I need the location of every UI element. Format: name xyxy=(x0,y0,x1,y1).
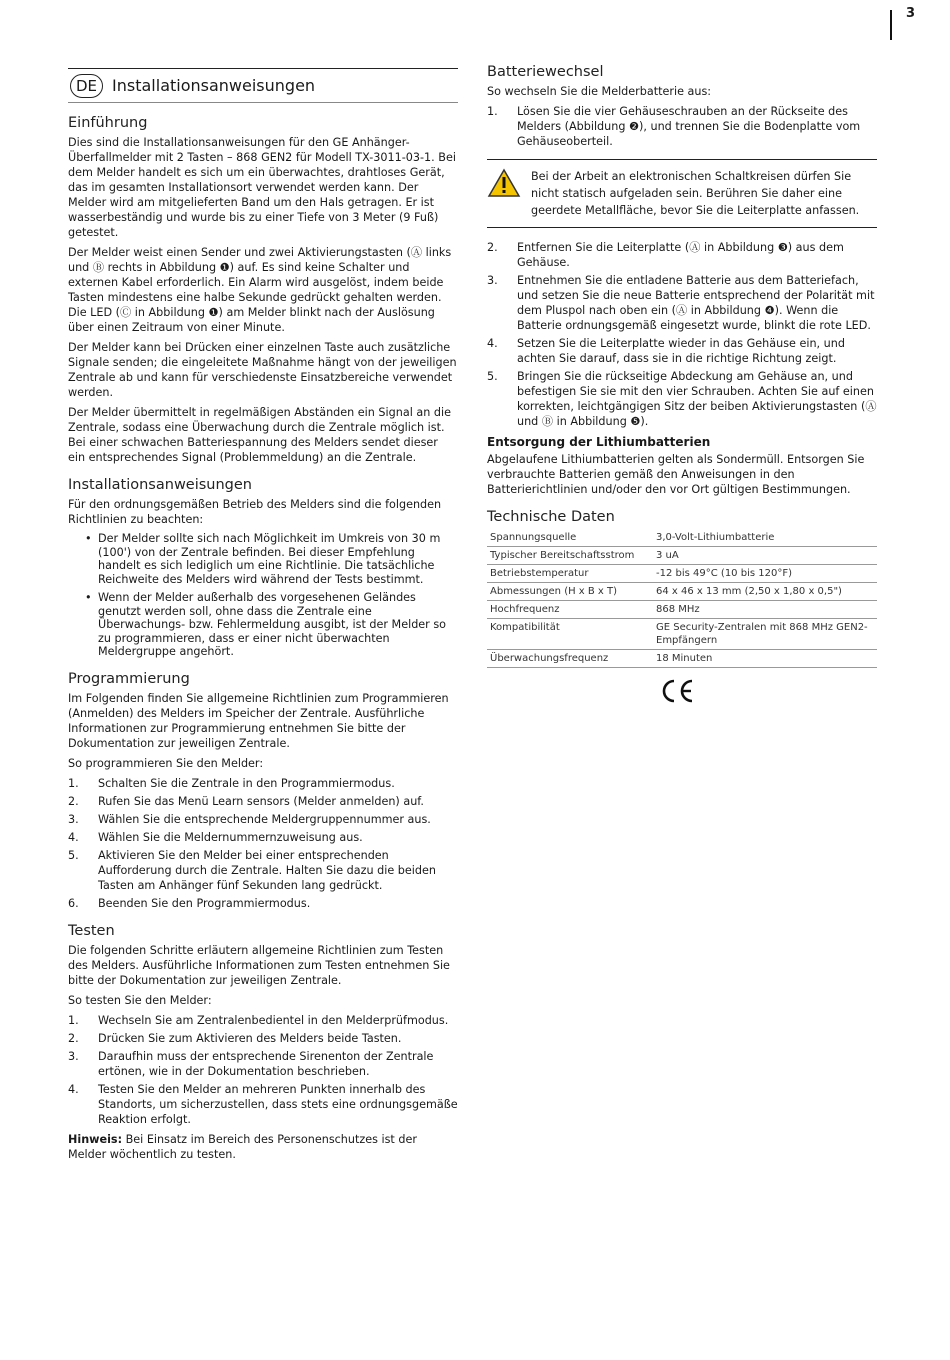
spec-key: Spannungsquelle xyxy=(487,529,653,547)
right-column xyxy=(487,62,877,708)
battery-step xyxy=(487,369,877,429)
spec-key: Hochfrequenz xyxy=(487,601,653,619)
page-number-rule xyxy=(890,10,892,40)
testing-intro: Die folgenden Schritte erläutern allgemeine Richtlinien zum Testen des Melders. Ausführliche Informationen zum Testen entnehmen Sie bitte der Dokumentation zur jeweiligen Zentrale. xyxy=(68,943,450,987)
step-number: 6. xyxy=(68,896,79,910)
warning-icon xyxy=(487,168,527,219)
intro-paragraph: Dies sind die Installationsanweisungen für den GE Anhänger-Überfallmelder mit 2 Tasten – 868 GEN2 für Modell TX-3011-03-1. Bei dem Melder handelt es sich um ein überwachtes, drahtloses Gerät, das im gesamten Installationsort verwendet werden kann. Der Melder wird am mitgelieferten Band um den Hals getragen. Er ist wasserbeständig und wurde bis zu einer Tiefe von 3 Meter (9 Fuß) getestet. xyxy=(68,136,456,239)
step-number: 4. xyxy=(487,337,498,350)
step-text: Daraufhin muss der entsprechende Sirenenton der Zentrale ertönen, wie in der Dokumentation beschrieben. xyxy=(98,1049,434,1078)
testing-step xyxy=(68,1082,458,1127)
step-text: Lösen Sie die vier Gehäuseschrauben an der Rückseite des Melders (Abbildung ❷), und trennen Sie die Bodenplatte vom Gehäuseoberteil. xyxy=(517,105,861,148)
testing-step xyxy=(68,1049,458,1079)
step-text: Aktivieren Sie den Melder bei einer entsprechenden Aufforderung durch die Zentrale. Halten Sie dazu die beiden Tasten am Anhänger fünf Sekunden lang gedrückt. xyxy=(98,848,436,892)
left-column xyxy=(68,62,458,1167)
battery-steps xyxy=(487,240,877,429)
table-row xyxy=(487,547,877,565)
step-text: Schalten Sie die Zentrale in den Programmiermodus. xyxy=(98,776,395,790)
programming-lead: So programmieren Sie den Melder: xyxy=(68,756,264,770)
note xyxy=(68,1132,458,1162)
table-row xyxy=(487,529,877,547)
testing-step xyxy=(68,1031,458,1046)
disposal-text: Abgelaufene Lithiumbatterien gelten als Sondermüll. Entsorgen Sie verbrauchte Batterien gemäß den Anweisungen in den Batterierichtlinien und/oder den vor Ort gültigen Bestimmungen. xyxy=(487,453,865,496)
specs-table xyxy=(487,529,877,668)
spec-key: Betriebstemperatur xyxy=(487,565,653,583)
step-number: 3. xyxy=(487,274,498,287)
programming-heading: Programmierung xyxy=(68,670,190,687)
install-bullet: • Wenn der Melder außerhalb des vorgesehenen Geländes genutzt werden soll, ohne dass die Zentrale eine Überwachungs- bzw. Fehlermeldung ausgibt, ist der Melder so zu programmieren, dass er einer nicht überwachten Meldergruppe angehört. xyxy=(98,591,458,659)
table-row xyxy=(487,601,877,619)
step-text: Wählen Sie die entsprechende Meldergruppennummer aus. xyxy=(98,812,431,826)
warning-box xyxy=(487,159,877,228)
step-text: Wählen Sie die Meldernummernzuweisung aus. xyxy=(98,830,363,844)
disposal-heading: Entsorgung der Lithiumbatterien xyxy=(487,435,711,449)
programming-steps xyxy=(68,776,458,911)
step-number: 5. xyxy=(487,370,498,383)
step-text: Rufen Sie das Menü Learn sensors (Melder anmelden) auf. xyxy=(98,794,424,808)
step-number: 3. xyxy=(68,1049,79,1063)
battery-step xyxy=(487,104,877,149)
intro-paragraph: Der Melder weist einen Sender und zwei Aktivierungstasten (Ⓐ links und Ⓑ rechts in Abbildung ❶) auf. Es sind keine Schalter und externen Kabel erforderlich. Ein Alarm wird ausgelöst, indem beide Tasten mindestens eine halbe Sekunde gedrückt gehalten werden. Die LED (Ⓒ in Abbildung ❶) am Melder blinkt nach der Auslösung über einen Zeitraum von einer Minute. xyxy=(68,246,452,334)
step-number: 4. xyxy=(68,830,79,844)
programming-step xyxy=(68,830,458,845)
spec-key: Typischer Bereitschaftsstrom xyxy=(487,547,653,565)
step-number: 5. xyxy=(68,848,79,862)
spec-value: 64 x 46 x 13 mm (2,50 x 1,80 x 0,5") xyxy=(653,583,877,601)
step-text: Setzen Sie die Leiterplatte wieder in das Gehäuse ein, und achten Sie darauf, dass sie in die richtige Richtung zeigt. xyxy=(517,337,845,365)
table-row xyxy=(487,565,877,583)
specs-heading: Technische Daten xyxy=(487,509,615,525)
battery-step xyxy=(487,273,877,333)
spec-key: Überwachungsfrequenz xyxy=(487,650,653,668)
programming-step xyxy=(68,794,458,809)
battery-lead: So wechseln Sie die Melderbatterie aus: xyxy=(487,85,712,98)
step-number: 2. xyxy=(68,1031,79,1045)
page-number: 3 xyxy=(906,6,916,21)
programming-step xyxy=(68,812,458,827)
spec-key: Kompatibilität xyxy=(487,619,653,650)
intro-paragraph: Der Melder übermittelt in regelmäßigen Abständen ein Signal an die Zentrale, sodass eine Überwachung durch die Zentrale möglich ist. Bei einer schwachen Batteriespannung des Melders sendet dieser ein entsprechendes Signal (Problemmeldung) an die Zentrale. xyxy=(68,406,451,464)
programming-step xyxy=(68,776,458,791)
step-number: 2. xyxy=(487,241,498,254)
programming-intro: Im Folgenden finden Sie allgemeine Richtlinien zum Programmieren (Anmelden) des Melders im Speicher der Zentrale. Ausführliche Informationen zur Programmierung entnehmen Sie bitte der Dokumentation zur jeweiligen Zentrale. xyxy=(68,691,449,750)
install-intro: Für den ordnungsgemäßen Betrieb des Melders sind die folgenden Richtlinien zu beachten: xyxy=(68,498,442,526)
programming-step xyxy=(68,848,458,893)
battery-heading: Batteriewechsel xyxy=(487,64,604,80)
spec-key: Abmessungen (H x B x T) xyxy=(487,583,653,601)
spec-value: 3 uA xyxy=(653,547,877,565)
step-text: Testen Sie den Melder an mehreren Punkten innerhalb des Standorts, um sicherzustellen, dass stets eine ordnungsgemäße Reaktion erfolgt. xyxy=(98,1082,458,1126)
testing-lead: So testen Sie den Melder: xyxy=(68,993,212,1007)
programming-step xyxy=(68,896,458,911)
intro-heading: Einführung xyxy=(68,115,148,131)
document-title: Installationsanweisungen xyxy=(112,76,316,95)
testing-steps xyxy=(68,1013,458,1127)
step-number: 3. xyxy=(68,812,79,826)
warning-text: Bei der Arbeit an elektronischen Schaltkreisen dürfen Sie nicht statisch aufgeladen sein. Berühren Sie daher eine geerdete Metallfläche, bevor Sie die Leiterplatte anfassen. xyxy=(531,170,860,217)
testing-step xyxy=(68,1013,458,1028)
intro-paragraph: Der Melder kann bei Drücken einer einzelnen Taste auch zusätzliche Signale senden; die eingeleitete Maßnahme hängt von der jeweiligen Zentrale ab und kann für verschiedenste Einsatzbereiche verwendet werden. xyxy=(68,341,457,399)
ce-mark-icon xyxy=(659,678,877,708)
table-row xyxy=(487,583,877,601)
step-number: 1. xyxy=(68,1013,79,1027)
step-number: 1. xyxy=(487,105,498,118)
spec-value: 18 Minuten xyxy=(653,650,877,668)
language-badge: DE xyxy=(70,74,103,98)
spec-value: -12 bis 49°C (10 bis 120°F) xyxy=(653,565,877,583)
spec-value: 868 MHz xyxy=(653,601,877,619)
note-text: Bei Einsatz im Bereich des Personenschutzes ist der Melder wöchentlich zu testen. xyxy=(68,1132,417,1161)
step-text: Entfernen Sie die Leiterplatte (Ⓐ in Abbildung ❸) aus dem Gehäuse. xyxy=(517,241,844,269)
step-text: Bringen Sie die rückseitige Abdeckung am Gehäuse an, und befestigen Sie sie mit den vier Schrauben. Achten Sie auf einen korrekten, leichtgängigen Sitz der beiben Aktivierungstasten (Ⓐ und Ⓑ in Abbildung ❺). xyxy=(517,370,877,428)
title-bar xyxy=(68,68,458,103)
spec-value: 3,0-Volt-Lithiumbatterie xyxy=(653,529,877,547)
table-row xyxy=(487,650,877,668)
battery-step xyxy=(487,240,877,270)
battery-step xyxy=(487,336,877,366)
step-number: 1. xyxy=(68,776,79,790)
step-text: Beenden Sie den Programmiermodus. xyxy=(98,896,311,910)
spec-value: GE Security-Zentralen mit 868 MHz GEN2-Empfängern xyxy=(653,619,877,650)
install-bullet-list xyxy=(68,532,458,659)
install-bullet: • Der Melder sollte sich nach Möglichkeit im Umkreis von 30 m (100') von der Zentrale befinden. Bei dieser Empfehlung handelt es sich lediglich um eine Richtlinie. Die tatsächliche Reichweite des Melders wird während der Tests bestimmt. xyxy=(98,532,458,586)
battery-steps-first xyxy=(487,104,877,149)
note-label: Hinweis: xyxy=(68,1132,123,1146)
step-number: 2. xyxy=(68,794,79,808)
testing-heading: Testen xyxy=(68,922,115,939)
step-text: Entnehmen Sie die entladene Batterie aus dem Batteriefach, und setzen Sie die neue Batterie entsprechend der Polarität mit dem Pluspol nach oben ein (Ⓐ in Abbildung ❹). Wenn die Batterie ordnungsgemäß eingesetzt wurde, blinkt die rote LED. xyxy=(517,274,875,332)
step-text: Wechseln Sie am Zentralenbedientel in den Melderprüfmodus. xyxy=(98,1013,449,1027)
install-heading: Installationsanweisungen xyxy=(68,477,252,493)
step-text: Drücken Sie zum Aktivieren des Melders beide Tasten. xyxy=(98,1031,402,1045)
step-number: 4. xyxy=(68,1082,79,1096)
table-row xyxy=(487,619,877,650)
